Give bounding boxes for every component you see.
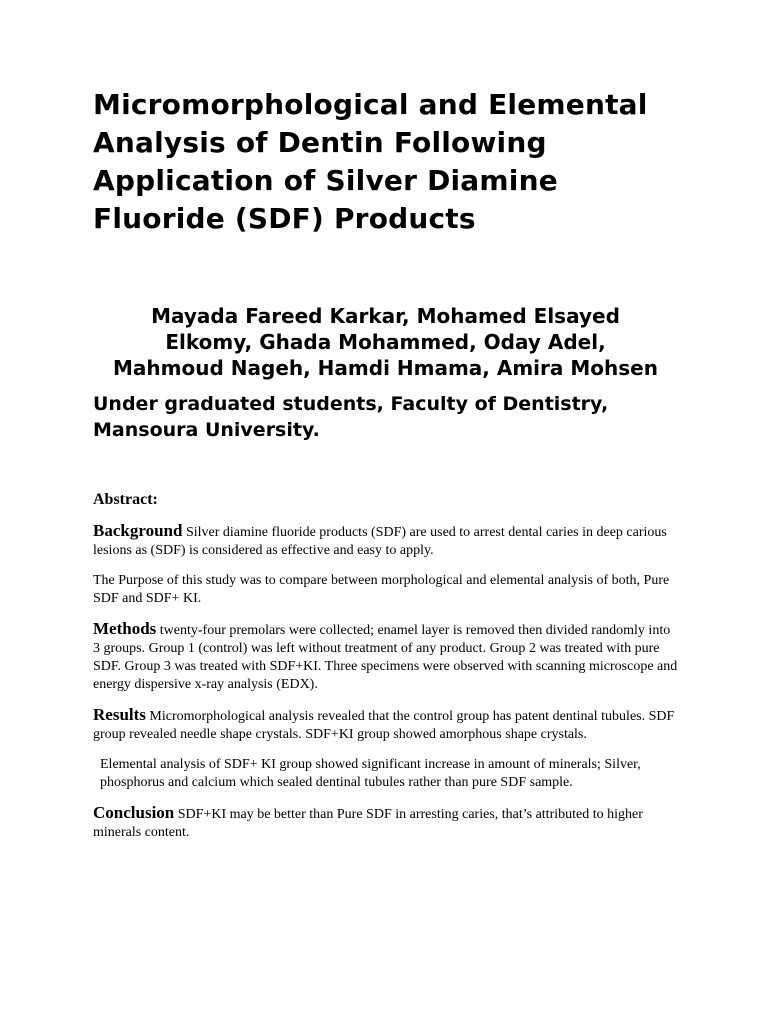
background-label: Background [93,521,183,540]
conclusion-paragraph [93,804,678,842]
results-paragraph [93,706,678,744]
document-page [93,86,678,842]
author-list: Mayada Fareed Karkar, Mohamed Elsayed Elkomy, Ghada Mohammed, Oday Adel, Mahmoud Nageh, Hamdi Hmama, Amira Mohsen [113,304,658,380]
methods-label: Methods [93,619,157,638]
elemental-paragraph: Elemental analysis of SDF+ KI group showed significant increase in amount of minerals; Silver, phosphorus and calcium which sealed dentinal tubules rather than pure SDF sample. [100,757,641,790]
background-paragraph [93,522,678,560]
abstract-heading: Abstract: [93,491,158,508]
conclusion-label: Conclusion [93,803,175,822]
results-label: Results [93,705,146,724]
methods-text: twenty-four premolars were collected; enamel layer is removed then divided randomly into 3 groups. Group 1 (control) was left without treatment of any product. Group 2 was treated with pure SDF. Group 3 was treated with SDF+KI. Three specimens were observed with scanning microscope and energy dispersive x-ray analysis (EDX). [93,623,678,692]
conclusion-text: SDF+KI may be better than Pure SDF in arresting caries, that’s attributed to higher minerals content. [93,807,643,840]
results-text: Micromorphological analysis revealed that the control group has patent dentinal tubules. SDF group revealed needle shape crystals. SDF+KI group showed amorphous shape crystals. [93,709,675,742]
purpose-paragraph: The Purpose of this study was to compare between morphological and elemental analysis of both, Pure SDF and SDF+ KI. [93,573,670,606]
background-text: Silver diamine fluoride products (SDF) are used to arrest dental caries in deep carious lesions as (SDF) is considered as effective and easy to apply. [93,525,667,558]
methods-paragraph [93,620,678,694]
affiliation: Under graduated students, Faculty of Dentistry, Mansoura University. [93,393,609,441]
paper-title: Micromorphological and Elemental Analysis of Dentin Following Application of Silver Diamine Fluoride (SDF) Products [93,88,648,235]
